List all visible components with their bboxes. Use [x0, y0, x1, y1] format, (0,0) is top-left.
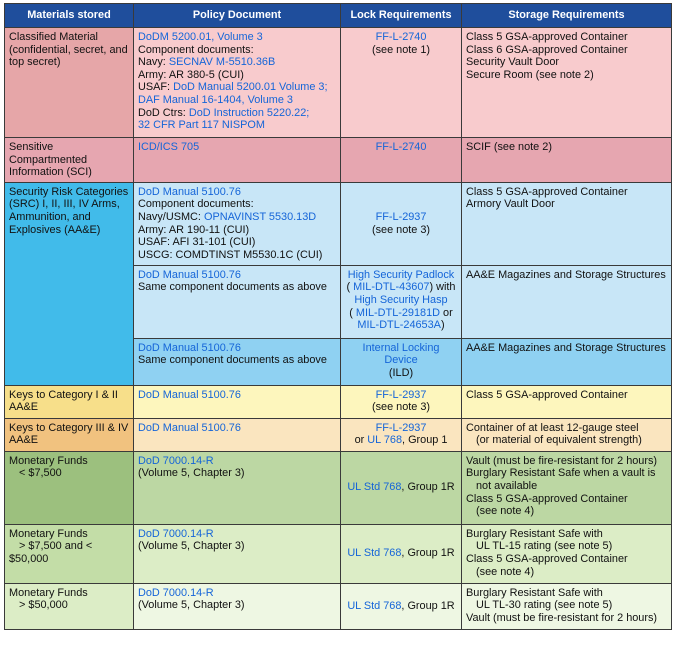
materials-line: Monetary Funds — [9, 454, 88, 467]
doc-link[interactable]: DoD Manual 5100.76 — [138, 268, 241, 281]
storage-line: Burglary Resistant Safe when a vault is — [466, 467, 656, 480]
policy-line — [138, 467, 336, 480]
storage-line: (or material of equivalent strength) — [476, 434, 642, 447]
lock-line — [345, 294, 457, 307]
policy-line — [138, 236, 336, 249]
lock-line — [345, 141, 457, 154]
text-segment: Navy/USMC: — [138, 210, 204, 223]
lock-line — [345, 281, 457, 294]
text-segment: , Group 1 — [402, 434, 448, 447]
materials-cell — [5, 418, 134, 451]
text-segment: ( — [349, 306, 356, 319]
doc-link[interactable]: DoDM 5200.01, Volume 3 — [138, 31, 263, 43]
lock-cell — [341, 418, 462, 451]
doc-link[interactable]: MIL-DTL-43607 — [353, 281, 430, 294]
policy-line — [138, 281, 336, 294]
storage-line: Container of at least 12-gauge steel — [466, 421, 639, 434]
policy-cell — [134, 138, 341, 183]
policy-cell — [134, 265, 341, 338]
header-materials: Materials stored — [5, 4, 134, 28]
materials-line: Keys to Category I & II — [9, 388, 118, 401]
lock-line — [345, 401, 457, 414]
policy-cell — [134, 524, 341, 583]
lock-line — [345, 367, 457, 380]
materials-line: > $50,000 — [19, 599, 68, 612]
text-segment: (Volume 5, Chapter 3) — [138, 540, 245, 553]
materials-line: < $7,500 — [19, 467, 62, 480]
lock-line — [345, 269, 457, 282]
storage-line: Class 5 GSA-approved Container — [466, 185, 628, 198]
storage-cell — [462, 182, 672, 265]
lock-line — [345, 342, 457, 355]
doc-link[interactable]: DoD Manual 5200.01 Volume 3; — [173, 81, 328, 94]
lock-line — [345, 319, 457, 332]
text-segment: ) with — [429, 281, 456, 294]
materials-line: AA&E — [9, 434, 39, 447]
text-segment: USCG: COMDTINST M5530.1C (CUI) — [138, 248, 323, 261]
row-funds-low — [5, 451, 672, 524]
storage-cell — [462, 338, 672, 385]
text-segment: Navy: — [138, 56, 169, 69]
text-segment: ) — [440, 319, 445, 332]
policy-line — [138, 389, 336, 402]
lock-line — [345, 211, 457, 224]
doc-link[interactable]: FF-L-2937 — [375, 388, 427, 401]
text-segment: USAF: AFI 31-101 (CUI) — [138, 236, 256, 249]
policy-line — [138, 186, 336, 199]
materials-cell — [5, 385, 134, 418]
doc-link[interactable]: SECNAV M-5510.36B — [168, 56, 276, 69]
doc-link[interactable]: DoD Instruction 5220.22; — [188, 106, 310, 119]
storage-line: Class 6 GSA-approved Container — [466, 43, 628, 56]
lock-cell — [341, 524, 462, 583]
doc-link[interactable]: 32 CFR Part 117 NISPOM — [138, 119, 265, 132]
lock-line — [345, 481, 457, 494]
lock-cell — [341, 338, 462, 385]
text-segment: (Volume 5, Chapter 3) — [138, 599, 245, 612]
policy-line — [138, 94, 336, 107]
storage-line: (see note 4) — [476, 565, 535, 578]
materials-line: Sensitive — [9, 141, 54, 153]
storage-cell — [462, 138, 672, 183]
text-segment: Same component documents as above — [138, 281, 327, 294]
doc-link[interactable]: UL 768 — [367, 434, 403, 447]
policy-cell — [134, 338, 341, 385]
storage-line: Armory Vault Door — [466, 198, 555, 211]
policy-line — [138, 198, 336, 211]
storage-line: UL TL-30 rating (see note 5) — [476, 599, 613, 612]
lock-line — [345, 547, 457, 560]
storage-line: (see note 4) — [476, 505, 535, 518]
storage-line: Vault (must be fire-resistant for 2 hours) — [466, 454, 658, 467]
materials-line: top secret) — [9, 56, 61, 69]
storage-cell — [462, 418, 672, 451]
row-funds-mid — [5, 524, 672, 583]
materials-cell — [5, 524, 134, 583]
text-segment: (see note 1) — [371, 43, 431, 56]
doc-link[interactable]: ICD/ICS 705 — [138, 141, 200, 153]
policy-line — [138, 107, 336, 120]
materials-line: (SRC) I, II, III, IV Arms, — [9, 198, 120, 211]
storage-line: Class 5 GSA-approved Container — [466, 388, 628, 401]
lock-cell — [341, 451, 462, 524]
lock-line — [345, 354, 457, 367]
doc-link[interactable]: DoD Manual 5100.76 — [138, 421, 241, 434]
materials-cell — [5, 583, 134, 629]
materials-line: Compartmented — [9, 153, 88, 166]
policy-line — [138, 56, 336, 69]
doc-link[interactable]: DoD 7000.14-R — [138, 586, 214, 599]
text-segment: Army: AR 190-11 (CUI) — [138, 223, 250, 236]
row-keys-1-2 — [5, 385, 672, 418]
materials-line: $50,000 — [9, 552, 49, 565]
policy-cell — [134, 182, 341, 265]
storage-line: UL TL-15 rating (see note 5) — [476, 540, 613, 553]
materials-line: Security Risk Categories — [9, 185, 129, 198]
materials-cell — [5, 28, 134, 138]
doc-link[interactable]: MIL-DTL-24653A — [357, 319, 441, 332]
text-segment: , Group 1R — [401, 599, 455, 612]
text-segment: USAF: — [138, 81, 174, 94]
storage-line: AA&E Magazines and Storage Structures — [466, 341, 666, 354]
storage-cell — [462, 451, 672, 524]
doc-link[interactable]: DoD Manual 5100.76 — [138, 185, 241, 198]
storage-cell — [462, 28, 672, 138]
policy-cell — [134, 28, 341, 138]
policy-line — [138, 354, 336, 367]
storage-line: AA&E Magazines and Storage Structures — [466, 268, 666, 281]
materials-cell — [5, 451, 134, 524]
text-segment: Army: AR 380-5 (CUI) — [138, 68, 244, 81]
lock-line — [345, 307, 457, 320]
storage-cell — [462, 524, 672, 583]
lock-line — [345, 224, 457, 237]
lock-cell — [341, 583, 462, 629]
row-classified — [5, 28, 672, 138]
doc-link[interactable]: DoD 7000.14-R — [138, 527, 214, 540]
policy-line — [138, 211, 336, 224]
doc-link[interactable]: MIL-DTL-29181D — [355, 306, 441, 319]
materials-cell — [5, 138, 134, 183]
row-sci — [5, 138, 672, 183]
policy-line — [138, 81, 336, 94]
doc-link[interactable]: FF-L-2740 — [375, 141, 427, 153]
lock-cell — [341, 28, 462, 138]
storage-cell — [462, 385, 672, 418]
lock-cell — [341, 385, 462, 418]
policy-line — [138, 342, 336, 355]
header-lock: Lock Requirements — [341, 4, 462, 28]
policy-cell — [134, 583, 341, 629]
doc-link[interactable]: UL Std 768 — [347, 547, 402, 560]
policy-line — [138, 455, 336, 468]
header-row — [5, 4, 672, 28]
materials-line: > $7,500 and < — [19, 540, 93, 553]
materials-line: (confidential, secret, and — [9, 43, 128, 56]
materials-line: Monetary Funds — [9, 527, 88, 540]
policy-line — [138, 249, 336, 262]
materials-line: AA&E — [9, 401, 39, 414]
text-segment: (Volume 5, Chapter 3) — [138, 467, 245, 480]
storage-line: Burglary Resistant Safe with — [466, 527, 603, 540]
storage-line: Class 5 GSA-approved Container — [466, 492, 628, 505]
materials-line: Information (SCI) — [9, 166, 92, 179]
materials-cell — [5, 182, 134, 385]
policy-line — [138, 587, 336, 600]
text-segment: , Group 1R — [401, 481, 455, 494]
materials-line: Classified Material — [9, 31, 98, 43]
doc-link[interactable]: UL Std 768 — [347, 481, 402, 494]
lock-cell — [341, 138, 462, 183]
header-storage: Storage Requirements — [462, 4, 672, 28]
materials-line: Monetary Funds — [9, 586, 88, 599]
policy-line — [138, 269, 336, 282]
storage-line: Class 5 GSA-approved Container — [466, 31, 628, 43]
doc-link[interactable]: High Security Padlock — [347, 268, 455, 281]
policy-line — [138, 119, 336, 132]
policy-line — [138, 528, 336, 541]
lock-cell — [341, 265, 462, 338]
text-segment: (see note 3) — [371, 401, 431, 414]
storage-cell — [462, 583, 672, 629]
doc-link[interactable]: DoD Manual 5100.76 — [138, 388, 241, 401]
policy-line — [138, 540, 336, 553]
policy-line — [138, 599, 336, 612]
doc-link[interactable]: DoD 7000.14-R — [138, 454, 214, 467]
materials-line: Ammunition, and — [9, 210, 91, 223]
policy-line — [138, 44, 336, 57]
materials-line: Explosives (AA&E) — [9, 223, 101, 236]
policy-cell — [134, 451, 341, 524]
lock-line — [345, 44, 457, 57]
materials-line: Keys to Category III & IV — [9, 421, 129, 434]
lock-line — [345, 422, 457, 435]
text-segment: or — [354, 434, 368, 447]
storage-line: Security Vault Door — [466, 56, 560, 69]
doc-link[interactable]: Internal Locking — [362, 341, 440, 354]
storage-line: Burglary Resistant Safe with — [466, 586, 603, 599]
doc-link[interactable]: High Security Hasp — [354, 293, 448, 306]
doc-link[interactable]: FF-L-2937 — [375, 421, 427, 434]
doc-link[interactable]: DoD Manual 5100.76 — [138, 341, 241, 354]
text-segment: , Group 1R — [401, 547, 455, 560]
text-segment: Component documents: — [138, 43, 254, 56]
text-segment: ( — [346, 281, 354, 294]
text-segment: (see note 3) — [371, 223, 431, 236]
text-segment: Same component documents as above — [138, 354, 327, 367]
policy-line — [138, 141, 336, 154]
storage-line: SCIF (see note 2) — [466, 141, 552, 153]
text-segment: DoD Ctrs: — [138, 106, 189, 119]
text-segment: (ILD) — [388, 366, 414, 379]
lock-line — [345, 434, 457, 447]
lock-cell — [341, 182, 462, 265]
doc-link[interactable]: OPNAVINST 5530.13D — [203, 210, 317, 223]
storage-line: Vault (must be fire-resistant for 2 hours) — [466, 611, 658, 624]
lock-line — [345, 600, 457, 613]
row-aae-1 — [5, 182, 672, 265]
doc-link[interactable]: Device — [384, 354, 418, 367]
lock-line — [345, 389, 457, 402]
storage-cell — [462, 265, 672, 338]
text-segment: Component documents: — [138, 198, 254, 211]
policy-line — [138, 422, 336, 435]
policy-line — [138, 69, 336, 82]
doc-link[interactable]: UL Std 768 — [347, 599, 402, 612]
doc-link[interactable]: FF-L-2937 — [375, 211, 427, 224]
policy-line — [138, 224, 336, 237]
storage-line: Class 5 GSA-approved Container — [466, 552, 628, 565]
text-segment: or — [440, 306, 453, 319]
policy-line — [138, 31, 336, 44]
doc-link[interactable]: DAF Manual 16-1404, Volume 3 — [138, 93, 293, 106]
row-funds-high — [5, 583, 672, 629]
storage-line: Secure Room (see note 2) — [466, 68, 594, 81]
storage-line: not available — [476, 479, 538, 492]
policy-cell — [134, 385, 341, 418]
header-policy: Policy Document — [134, 4, 341, 28]
materials-storage-table — [4, 3, 672, 630]
policy-cell — [134, 418, 341, 451]
lock-line — [345, 31, 457, 44]
row-keys-3-4 — [5, 418, 672, 451]
doc-link[interactable]: FF-L-2740 — [375, 31, 427, 43]
